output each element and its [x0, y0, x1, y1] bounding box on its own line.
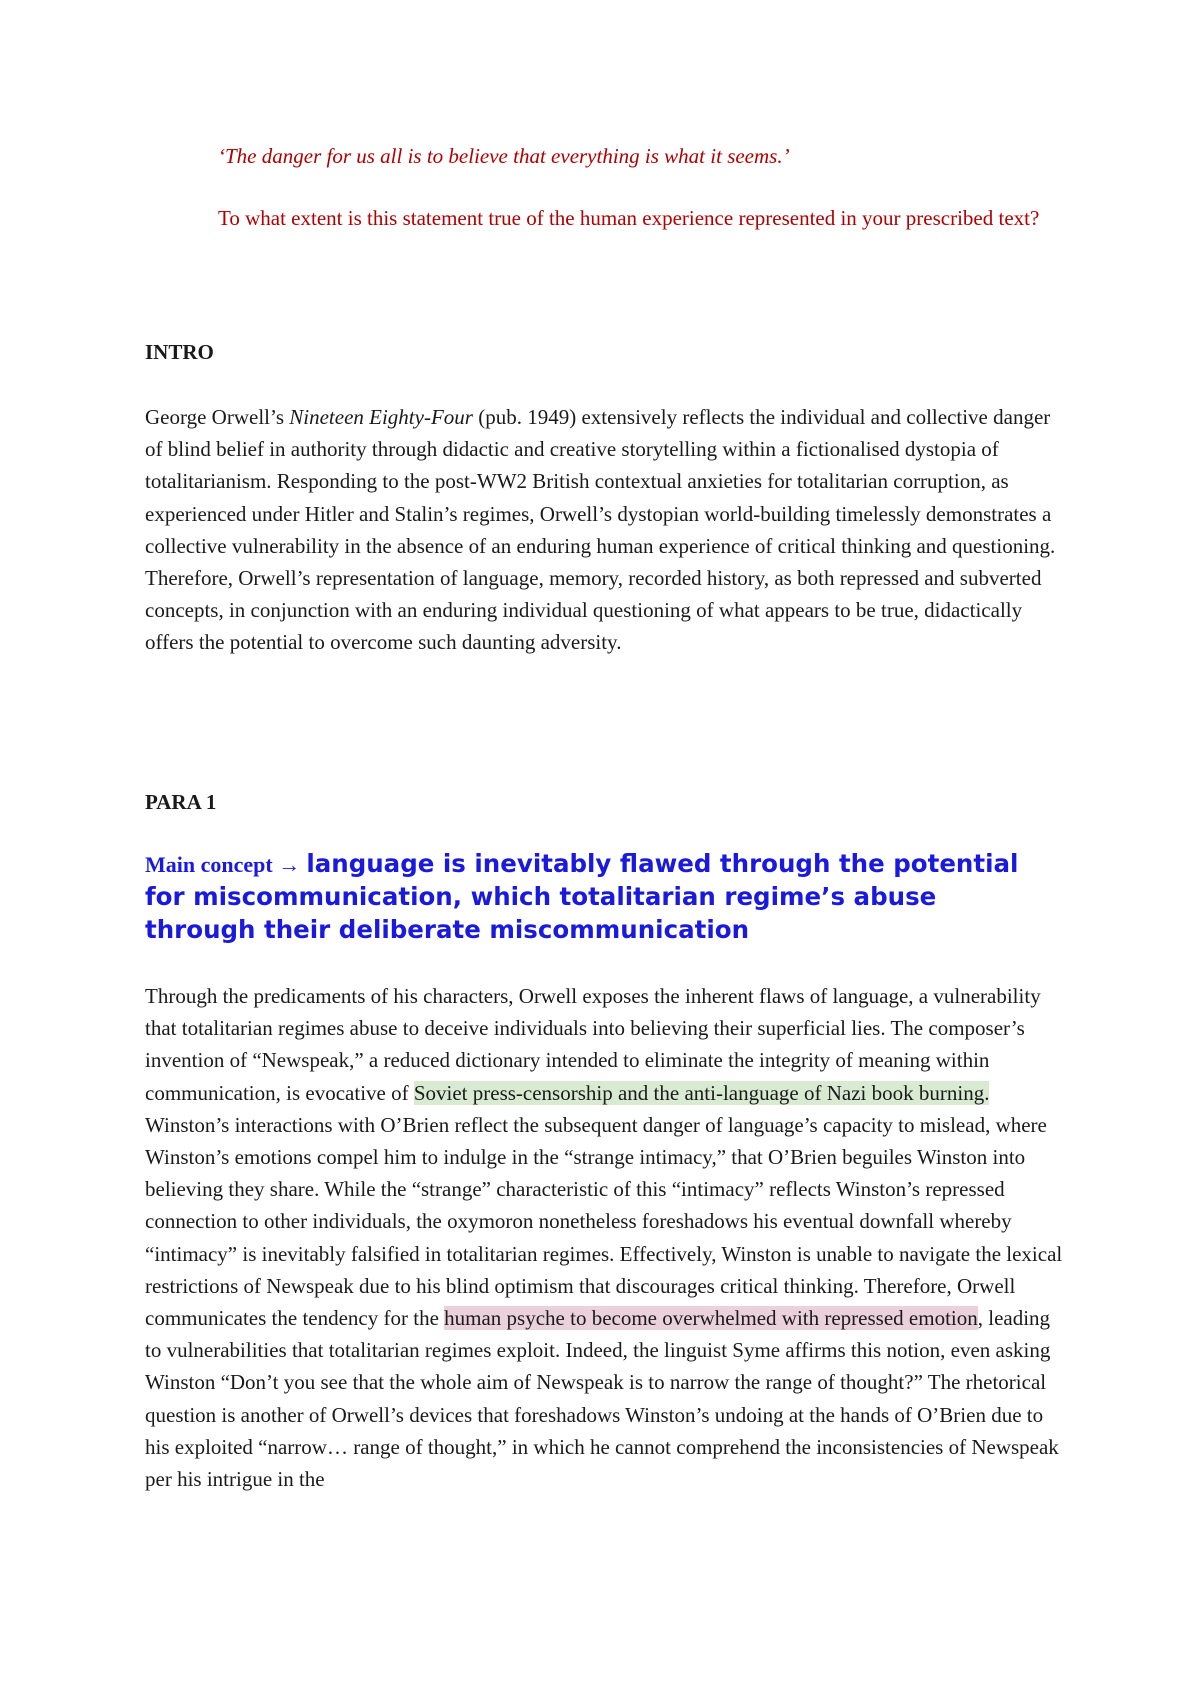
question-prompt: To what extent is this statement true of the human experience represented in your prescribed text? [218, 206, 1040, 230]
main-concept-text: language is inevitably flawed through the potential for miscommunication, which totalitarian regime’s abuse through their deliberate miscommunication [145, 849, 1019, 944]
para1-text-part1: Through the predicaments of his characters, Orwell exposes the inherent flaws of language, a vulnerability that totalitarian regimes abuse to deceive individuals into believing their superficial lies. The composer’s invention of “Newspeak,” a reduced dictionary intended to eliminate the integrity of meaning within communication, is evocative of [145, 984, 1041, 1105]
intro-paragraph [145, 401, 1065, 659]
main-concept [145, 848, 1045, 947]
essay-question [218, 140, 1048, 234]
para1-text-part2: Winston’s interactions with O’Brien reflect the subsequent danger of language’s capacity to mislead, where Winston’s emotions compel him to indulge in the “strange intimacy,” that O’Brien beguiles Winston into believing they share. While the “strange” characteristic of this “intimacy” reflects Winston’s repressed connection to other individuals, the oxymoron nonetheless foreshadows his eventual downfall whereby “intimacy” is inevitably falsified in totalitarian regimes. Effectively, Winston is unable to navigate the lexical restrictions of Newspeak due to his blind optimism that discourages critical thinking. Therefore, Orwell communicates the tendency for the [145, 1112, 1063, 1331]
question-quote: ‘The danger for us all is to believe that everything is what it seems.’ [218, 144, 790, 168]
intro-text-start: George Orwell’s [145, 405, 290, 429]
para1-text-part3: , leading to vulnerabilities that totalitarian regimes exploit. Indeed, the linguist Syme affirms this notion, even asking Winston “Don’t you see that the whole aim of Newspeak is to narrow the range of thought?” The rhetorical question is another of Orwell’s devices that foreshadows Winston’s undoing at the hands of O’Brien due to his exploited “narrow… range of thought,” in which he cannot comprehend the inconsistencies of Newspeak per his intrigue in the [145, 1306, 1059, 1492]
main-concept-label: Main concept → [145, 852, 301, 877]
book-title: Nineteen Eighty-Four [289, 405, 473, 429]
intro-heading: INTRO [145, 340, 214, 364]
para1-body [145, 980, 1065, 1495]
highlight-green: Soviet press-censorship and the anti-language of Nazi book burning. [413, 1080, 990, 1105]
intro-text-rest: (pub. 1949) extensively reflects the individual and collective danger of blind belief in authority through didactic and creative storytelling within a fictionalised dystopia of totalitarianism. Responding to the post-WW2 British contextual anxieties for totalitarian corruption, as experienced under Hitler and Stalin’s regimes, Orwell’s dystopian world-building timelessly demonstrates a collective vulnerability in the absence of an enduring human experience of critical thinking and questioning. Therefore, Orwell’s representation of language, memory, recorded history, as both repressed and subverted concepts, in conjunction with an enduring individual questioning of what appears to be true, didactically offers the potential to overcome such daunting adversity. [145, 405, 1056, 655]
para1-heading: PARA 1 [145, 790, 217, 814]
highlight-pink: human psyche to become overwhelmed with repressed emotion [444, 1306, 978, 1331]
